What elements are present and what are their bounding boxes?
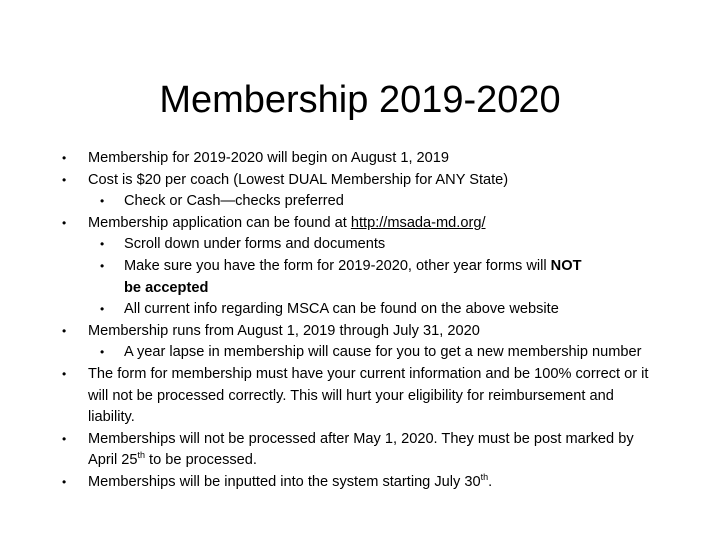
item-text: Scroll down under forms and documents bbox=[124, 236, 386, 253]
item-text: Cost is $20 per coach (Lowest DUAL Membership for ANY State) bbox=[88, 171, 509, 188]
item-text: Membership for 2019-2020 will begin on August 1, 2019 bbox=[88, 150, 450, 166]
item-text: . bbox=[488, 473, 493, 490]
website-link[interactable]: http://msada-md.org/ bbox=[350, 214, 486, 231]
bullet-icon: • bbox=[100, 237, 105, 252]
sub-list-item bbox=[62, 191, 662, 213]
bullet-icon: • bbox=[62, 323, 67, 338]
emphasis-text: NOT bbox=[550, 257, 582, 274]
list-item bbox=[62, 364, 662, 429]
bullet-list bbox=[62, 148, 662, 494]
bullet-icon: • bbox=[100, 345, 105, 360]
item-text: to be processed. bbox=[145, 452, 257, 469]
bullet-icon: • bbox=[100, 258, 105, 273]
item-text: A year lapse in membership will cause for you to get a new membership number bbox=[124, 344, 642, 361]
bullet-icon: • bbox=[100, 302, 105, 317]
bullet-icon: • bbox=[62, 172, 67, 187]
item-text: Memberships will not be processed after May 1, 2020. They must be post marked by April 25 bbox=[88, 430, 634, 469]
item-text: All current info regarding MSCA can be found on the above website bbox=[124, 301, 559, 318]
bullet-icon: • bbox=[62, 366, 67, 381]
item-text: Check or Cash—checks preferred bbox=[124, 193, 344, 210]
list-item bbox=[62, 321, 662, 343]
item-text: Make sure you have the form for 2019-2020, other year forms will bbox=[124, 257, 551, 274]
item-text: Memberships will be inputted into the system starting July 30 bbox=[88, 473, 481, 490]
sub-list-item bbox=[62, 234, 662, 256]
item-text: Membership application can be found at bbox=[88, 214, 351, 231]
bullet-icon: • bbox=[62, 215, 67, 230]
bullet-icon: • bbox=[62, 151, 67, 165]
item-text: The form for membership must have your current information and be 100% correct or it will not be processed correctly. This will hurt your eligibility for reimbursement and liability. bbox=[88, 365, 649, 426]
list-item bbox=[62, 148, 662, 170]
slide-title: Membership 2019-2020 bbox=[159, 79, 561, 121]
sub-list-item bbox=[62, 342, 662, 364]
list-item bbox=[62, 213, 662, 235]
bullet-icon: • bbox=[62, 474, 67, 489]
bullet-icon: • bbox=[100, 194, 105, 209]
list-item bbox=[62, 472, 662, 494]
item-text: Membership runs from August 1, 2019 through July 31, 2020 bbox=[88, 322, 480, 339]
list-item bbox=[62, 170, 662, 192]
superscript-text: th bbox=[480, 472, 489, 483]
sub-list-item bbox=[62, 299, 662, 321]
sub-list-item bbox=[62, 256, 662, 299]
list-item bbox=[62, 429, 662, 472]
emphasis-text: be accepted bbox=[124, 279, 209, 296]
bullet-icon: • bbox=[62, 431, 67, 446]
superscript-text: th bbox=[137, 450, 145, 461]
